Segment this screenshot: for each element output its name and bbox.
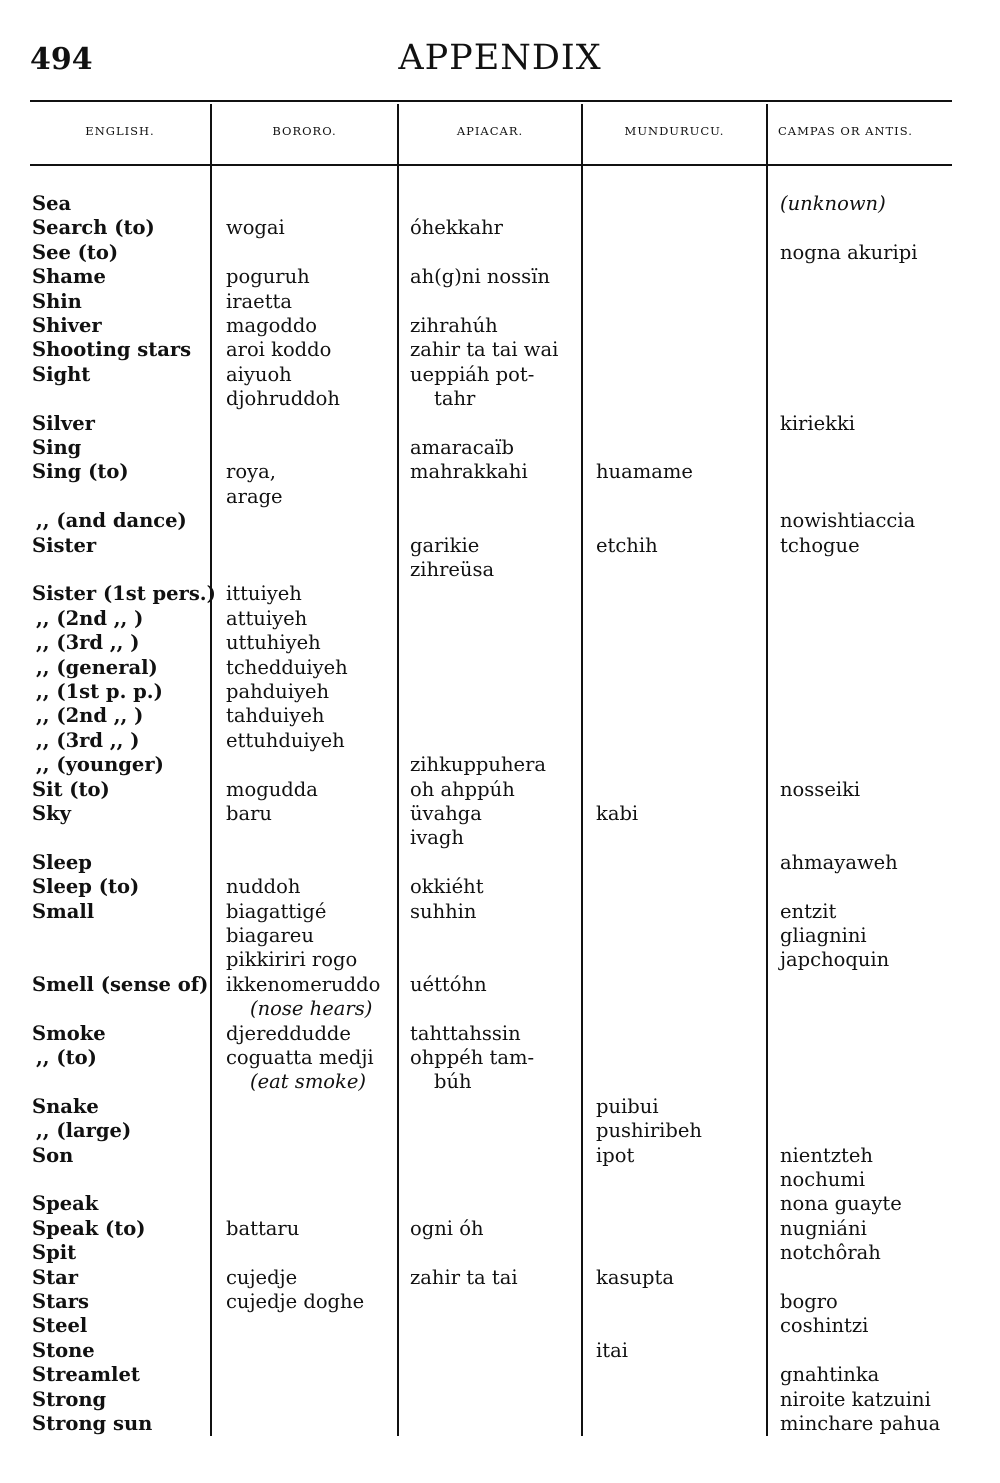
page-title: APPENDIX	[398, 38, 602, 78]
header-bottom-rule	[30, 164, 952, 166]
campas-word: gliagnini	[780, 924, 867, 947]
bororo-word: tahduiyeh	[226, 704, 325, 728]
apiacar-word: ivagh	[410, 826, 464, 850]
english-word: ,, (general)	[36, 655, 158, 679]
bororo-word: attuiyeh	[226, 606, 308, 630]
header-campas: CAMPAS OR ANTIS.	[778, 124, 913, 138]
munduruku-word: kabi	[596, 802, 639, 825]
apiacar-word: okkiéht	[410, 875, 484, 899]
campas-word: nochumi	[780, 1168, 866, 1191]
apiacar-word: ohppéh tam-	[410, 1046, 535, 1069]
english-word: Sight	[32, 362, 91, 386]
campas-word: gnahtinka	[780, 1363, 880, 1387]
bororo-word: roya,	[226, 460, 276, 484]
header-apiacar: APIACAR.	[456, 124, 524, 138]
bororo-word: biagattigé	[226, 899, 327, 923]
bororo-word: arage	[226, 484, 283, 508]
english-word: ,, (3rd ,, )	[36, 631, 140, 655]
bororo-word: pikkiriri rogo	[226, 948, 358, 972]
english-word: Son	[32, 1143, 74, 1167]
apiacar-word: oh ahppúh	[410, 777, 515, 801]
english-word: Stars	[32, 1290, 89, 1313]
munduruku-word: itai	[596, 1338, 628, 1362]
english-word: Sing	[32, 436, 82, 459]
english-word: Sleep (to)	[32, 875, 140, 899]
english-word: Strong	[32, 1387, 107, 1411]
apiacar-word: garikie	[410, 533, 480, 557]
english-word: Silver	[32, 411, 95, 435]
english-word: Shooting stars	[32, 338, 192, 362]
english-word: Sit (to)	[32, 777, 110, 801]
campas-word: nowishtiaccia	[780, 509, 916, 533]
apiacar-word: zahir ta tai	[410, 1265, 518, 1289]
english-word: Spit	[32, 1241, 77, 1265]
bororo-word: aroi koddo	[226, 338, 332, 362]
munduruku-word: pushiribeh	[596, 1119, 702, 1143]
bororo-word: iraetta	[226, 289, 293, 313]
campas-word: nientzteh	[780, 1143, 873, 1167]
bororo-word: coguatta medji	[226, 1046, 374, 1069]
campas-word: nogna akuripi	[780, 240, 918, 264]
header-munduruku: MUNDURUCU.	[624, 124, 725, 138]
bororo-word: biagareu	[226, 924, 314, 947]
campas-word: (unknown)	[780, 192, 886, 215]
bororo-word: magoddo	[226, 314, 318, 337]
bororo-word: uttuhiyeh	[226, 631, 321, 655]
apiacar-word: búh	[434, 1070, 472, 1094]
english-word: Strong sun	[32, 1412, 153, 1435]
header-top-rule	[30, 100, 952, 102]
bororo-word: ettuhduiyeh	[226, 728, 345, 752]
english-word: See (to)	[32, 240, 119, 264]
bororo-word: ittuiyeh	[226, 582, 302, 606]
english-word: Sea	[32, 192, 72, 215]
apiacar-word: zihrahúh	[410, 314, 498, 337]
english-word: Speak	[32, 1192, 99, 1216]
english-word: Shame	[32, 265, 106, 289]
english-word: ,, (large)	[36, 1119, 132, 1143]
bororo-word: (eat smoke)	[250, 1070, 367, 1094]
campas-word: kiriekki	[780, 411, 856, 435]
english-word: Star	[32, 1265, 78, 1289]
campas-word: coshintzi	[780, 1314, 869, 1338]
campas-word: tchogue	[780, 533, 860, 557]
bororo-word: (nose hears)	[250, 997, 373, 1021]
bororo-word: ikkenomeruddo	[226, 972, 381, 996]
english-word: Sister	[32, 533, 97, 557]
english-word: ,, (and dance)	[36, 509, 187, 533]
english-word: ,, (to)	[36, 1046, 97, 1069]
column-divider-1	[210, 104, 212, 1436]
column-divider-2	[397, 104, 399, 1436]
english-word: ,, (2nd ,, )	[36, 704, 144, 728]
english-word: Stone	[32, 1338, 95, 1362]
english-word: Speak (to)	[32, 1216, 146, 1240]
column-divider-3	[581, 104, 583, 1436]
english-word: Search (to)	[32, 216, 155, 240]
bororo-word: djohruddoh	[226, 387, 340, 411]
english-word: Steel	[32, 1314, 88, 1338]
bororo-word: tchedduiyeh	[226, 655, 348, 679]
campas-word: nugniáni	[780, 1216, 867, 1240]
campas-word: nosseiki	[780, 777, 861, 801]
english-word: ,, (2nd ,, )	[36, 606, 144, 630]
campas-word: niroite katzuini	[780, 1387, 931, 1411]
english-word: ,, (younger)	[36, 753, 164, 777]
campas-word: ahmayaweh	[780, 850, 898, 874]
english-word: ,, (1st p. p.)	[36, 680, 163, 703]
munduruku-word: huamame	[596, 460, 693, 484]
column-divider-4	[766, 104, 768, 1436]
bororo-word: baru	[226, 802, 272, 825]
english-word: Sky	[32, 802, 71, 825]
campas-word: bogro	[780, 1290, 838, 1313]
campas-word: japchoquin	[780, 948, 890, 972]
apiacar-word: ueppiáh pot-	[410, 362, 535, 386]
english-word: Sing (to)	[32, 460, 129, 484]
campas-word: nona guayte	[780, 1192, 902, 1216]
bororo-word: nuddoh	[226, 875, 301, 899]
bororo-word: cujedje doghe	[226, 1290, 365, 1313]
english-word: Smell (sense of)	[32, 972, 209, 996]
apiacar-word: mahrakkahi	[410, 460, 528, 484]
apiacar-word: üvahga	[410, 802, 482, 825]
apiacar-word: zihreüsa	[410, 558, 495, 581]
english-word: Sleep	[32, 850, 92, 874]
bororo-word: battaru	[226, 1216, 300, 1240]
bororo-word: mogudda	[226, 777, 318, 801]
bororo-word: aiyuoh	[226, 362, 292, 386]
page-number: 494	[30, 42, 93, 77]
apiacar-word: uéttóhn	[410, 972, 487, 996]
apiacar-word: ogni óh	[410, 1216, 484, 1240]
campas-word: notchôrah	[780, 1241, 881, 1265]
apiacar-word: tahttahssin	[410, 1021, 521, 1045]
apiacar-word: óhekkahr	[410, 216, 503, 240]
english-word: ,, (3rd ,, )	[36, 728, 140, 752]
apiacar-word: zahir ta tai wai	[410, 338, 559, 362]
munduruku-word: kasupta	[596, 1265, 674, 1289]
campas-word: minchare pahua	[780, 1412, 941, 1435]
bororo-word: djereddudde	[226, 1021, 351, 1045]
apiacar-word: ah(g)ni nossïn	[410, 265, 550, 289]
bororo-word: cujedje	[226, 1265, 298, 1289]
english-word: Sister (1st pers.)	[32, 582, 216, 606]
english-word: Smoke	[32, 1021, 106, 1045]
header-english: ENGLISH.	[85, 124, 155, 138]
munduruku-word: puibui	[596, 1094, 659, 1118]
apiacar-word: amaracaïb	[410, 436, 514, 459]
munduruku-word: ipot	[596, 1143, 635, 1167]
bororo-word: wogai	[226, 216, 285, 240]
bororo-word: poguruh	[226, 265, 310, 289]
apiacar-word: zihkuppuhera	[410, 753, 547, 777]
header-bororo: BORORO.	[272, 124, 337, 138]
campas-word: entzit	[780, 899, 837, 923]
apiacar-word: tahr	[434, 387, 476, 411]
munduruku-word: etchih	[596, 533, 658, 557]
bororo-word: pahduiyeh	[226, 680, 330, 703]
english-word: Snake	[32, 1094, 99, 1118]
english-word: Shiver	[32, 314, 102, 337]
english-word: Shin	[32, 289, 82, 313]
english-word: Streamlet	[32, 1363, 140, 1387]
english-word: Small	[32, 899, 95, 923]
apiacar-word: suhhin	[410, 899, 477, 923]
